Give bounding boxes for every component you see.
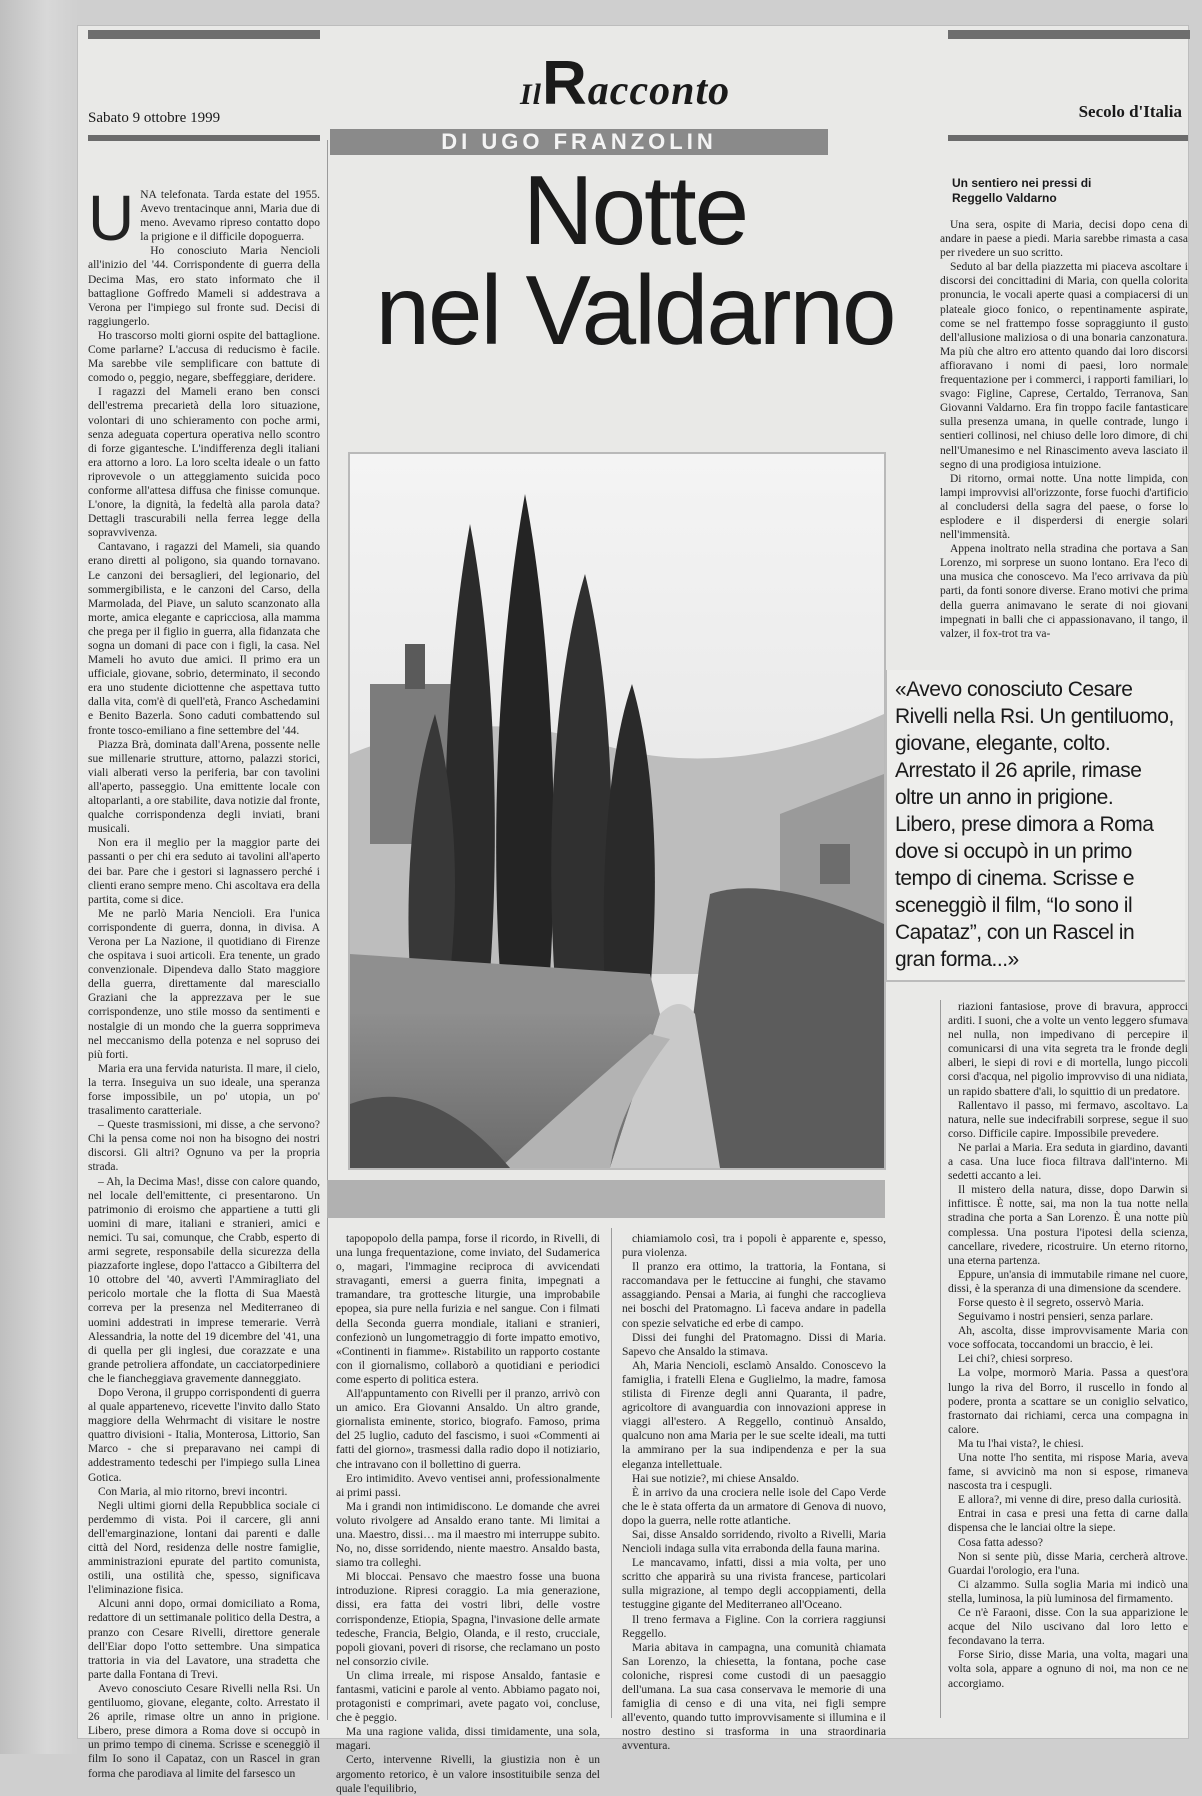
- paragraph: Forse questo è il segreto, osservò Maria.: [958, 1296, 1144, 1309]
- cypress-path-photo: [350, 454, 884, 1168]
- paragraph: Ah, ascolta, disse improvvisamente Maria con voce soffocata, toccandomi un braccio, è lei.: [948, 1325, 1188, 1352]
- paragraph: Cosa fatta adesso?: [958, 1536, 1043, 1549]
- article-column-2: [336, 1232, 600, 1795]
- paragraph: Ho trascorso molti giorni ospite del battaglione. Come parlarne? L'accusa di reducismo è facile. Ma sarebbe vile semplificare con battute di comodo o, peggio, negare, sbeffeggiare, deridere.: [88, 329, 320, 385]
- paragraph: Ero intimidito. Avevo ventisei anni, professionalmente ai primi passi.: [336, 1472, 600, 1499]
- paragraph: Negli ultimi giorni della Repubblica sociale ci perdemmo di vista. Poi il carcere, gli anni dell'emarginazione, lontani dai parenti e dalle città del Nord, residenza delle nostre famiglie, amministrazioni epurate del partito comunista, ostili, una ostilità che, spesso, significava l'eliminazione fisica.: [88, 1499, 320, 1597]
- paragraph: Rallentavo il passo, mi fermavo, ascoltavo. La natura, nelle sue indecifrabili sorprese, segue il suo corso. Difficile capire. Impossibile prevedere.: [948, 1099, 1188, 1140]
- paragraph: Ma tu l'hai vista?, le chiesi.: [958, 1437, 1084, 1450]
- drop-cap: U: [88, 182, 135, 254]
- paragraph: tapopopolo della pampa, forse il ricordo, in Rivelli, di una lunga frequentazione, come inviato, del Sudamerica o, magari, l'immagine reciproca di avvicendati stravaganti, emersi a guerra finita, impegnati a tramandare, tra grottesche liturgie, una improbabile epopea, sia pure nella furizia e nel sangue. Con i filmati della Seconda guerra mondiale, italiani e stranieri, confezionò un lungometraggio di forte impatto emotivo, «Continenti in fiamme». Ristabilito un rapporto costante con il giornalismo, collaborò a quotidiani e periodici come esperto di politica estera.: [336, 1233, 600, 1386]
- paragraph: riazioni fantasiose, prove di bravura, approcci arditi. I suoni, che a volte un vento leggero sfumava nel nulla, non impedivano di percepire il comunicarsi di una vita segreta tra le fronde degli alberi, le siepi di rovi e di mortella, lungo piccoli corsi d'acqua, nel pigolio improvviso di una nidiata, un rapido sbattere d'ali, lo squittio di un predatore.: [948, 1001, 1188, 1098]
- paragraph: Dissi dei funghi del Pratomagno. Dissi di Maria. Sapevo che Ansaldo la stimava.: [622, 1331, 886, 1358]
- paragraph: Maria abitava in campagna, una comunità chiamata San Lorenzo, la chiesetta, la fontana, poche case coloniche, rispresi come custodi di un paesaggio dell'umana. La sua casa conservava le memorie di una famiglia di censo e di una vita, nei figli sempre all'evento, quando tutto improvvisamente si illumina e il nostro destino si trasforma in una straordinaria avventura.: [622, 1641, 886, 1753]
- column-divider: [327, 140, 328, 1720]
- paragraph: Lei chi?, chiesi sorpreso.: [958, 1353, 1073, 1366]
- paragraph: Il treno fermava a Figline. Con la corriera raggiunsi Reggello.: [622, 1613, 886, 1640]
- paragraph: Seduto al bar della piazzetta mi piaceva ascoltare i discorsi dei concittadini di Maria, con quella colorita pronuncia, le vocali aperte quasi a compiacersi di un plateale gioco fonico, o repentinamente aspirate, come se nel frattempo fosse sopraggiunto il gusto dell'allusione maliziosa o di una bonaria canzonatura. Ma più che altro ero attento quando dai loro discorsi affioravano i nomi di paesi, loro normale frequentazione per i commerci, i rapporti familiari, lo svago: Figline, Caprese, Certaldo, Terranova, San Giovanni Valdarno. Era fin troppo facile fantasticare sulla presenza umana, in quelle contrade, lungo i sentieri collinosi, nel chiuso delle loro dimore, di chi nell'Umanesimo e nel Rinascimento aveva lasciato il segno di una prodigiosa intuizione.: [940, 261, 1188, 471]
- paragraph: Sai, disse Ansaldo sorridendo, rivolto a Rivelli, Maria Nencioli indaga sulla vita errabonda della fauna marina.: [622, 1528, 886, 1556]
- paragraph: Seguivamo i nostri pensieri, senza parlare.: [958, 1311, 1154, 1324]
- title-line-1: Notte: [522, 155, 748, 265]
- paragraph: Ma una ragione valida, dissi timidamente, una sola, magari.: [336, 1726, 600, 1753]
- section-title: [520, 48, 730, 119]
- paragraph: Ah, Maria Nencioli, esclamò Ansaldo. Conoscevo la famiglia, i fratelli Elena e Guglielmo, la madre, famosa stilista di Firenze degli anni Quaranta, il padre, agricoltore di avanguardia con innovazioni apprese in viaggi all'estero. A Reggello, continuò Ansaldo, qualcuno non ama Maria per le sue scelte ideali, ma tutti la ammirano per la sua indipendenza e per la sua eleganza intellettuale.: [622, 1359, 886, 1471]
- paragraph: Una sera, ospite di Maria, decisi dopo cena di andare in paese a piedi. Maria sarebbe rimasta a casa per rivedere un suo scritto.: [940, 219, 1188, 260]
- paragraph: Me ne parlò Maria Nencioli. Era l'unica corrispondente di guerra, donna, in divisa. A Verona per La Nazione, il quotidiano di Firenze che ospitava i suoi articoli. Era tenente, un grado convenzionale. Dipendeva dallo Stato maggiore della guerra, direttamente dal maresciallo Graziani che la apprezzava per le sue corrispondenze, uno stile mosso da sentimenti e nostalgie di un mondo che la guerra sopprimeva nel meccanismo della potenza e nel sopruso dei più forti.: [88, 907, 320, 1061]
- header-rule-right: [948, 135, 1188, 141]
- section-prefix: Il: [520, 78, 543, 111]
- photo-caption-band: [327, 1180, 885, 1218]
- paragraph: Ma i grandi non intimidiscono. Le domande che avrei voluto rivolgere ad Ansaldo erano tante. Mi limitai a una. Maestro, dissi… ma il maestro mi interruppe subito. No, no, disse sorridendo, niente maestro. Ansaldo basta, siamo tra colleghi.: [336, 1500, 600, 1570]
- paragraph: Appena inoltrato nella stradina che portava a San Lorenzo, mi sorprese un suono lontano. Era l'eco di una musica che conoscevo. Ma l'eco arrivava da più parti, da fonti sonore diverse. Erano motivi che prima della guerra animavano le serate di noi giovani impegnati in balli che ci appassionavano, il tango, il valzer, il fox-trot tra va-: [940, 543, 1188, 640]
- page-gutter: [0, 0, 78, 1754]
- paragraph: E allora?, mi venne di dire, preso dalla curiosità.: [958, 1494, 1182, 1507]
- header-rule-left: [88, 135, 320, 141]
- paragraph: Non era il meglio per la maggior parte dei passanti o per chi era seduto ai tavolini all'aperto dei bar. Pare che i gestori si lagnassero perché i clienti erano sempre meno. Chi ascoltava era della partita, come si dice.: [88, 837, 320, 906]
- paragraph: I ragazzi del Mameli erano ben consci dell'estrema precarietà della loro situazione, volontari di uno schieramento con poche armi, senza adeguata copertura operativa nello scontro di forze gigantesche. L'indifferenza degli italiani era attorno a loro. La loro scelta ideale o un fatto riprovevole o un atteggiamento suicida poco conforme all'attesa diffusa che finisse comunque. L'onore, la dignità, la fedeltà alla parola data? Dettagli trascurabili nella ferrea legge della sopravvivenza.: [88, 386, 320, 540]
- paragraph: Ci alzammo. Sulla soglia Maria mi indicò una stella, luminosa, la più luminosa del firmamento.: [948, 1578, 1188, 1605]
- section-initial: R: [542, 49, 588, 118]
- article-column-1: [88, 182, 320, 1780]
- paragraph: Entrai in casa e presi una fetta di carne dalla dispensa che le lanciai oltre la siepe.: [948, 1508, 1188, 1535]
- column-divider: [611, 1228, 612, 1718]
- paragraph: Le mancavamo, infatti, dissi a mia volta, per uno scritto che apparirà su una rivista francese, particolari sulla migrazione, al tempo degli accoppiamenti, della testuggine gigante del Mediterraneo all'Oceano.: [622, 1557, 886, 1612]
- paragraph: All'appuntamento con Rivelli per il pranzo, arrivò con un amico. Era Giovanni Ansaldo. Un altro grande, giornalista eminente, storico, biografo. Famoso, prima del 25 luglio, caduto del fascismo, i suoi «Commenti ai fatti del giorno», trasmessi dalla radio dopo il notiziario, che intravano con il bollettino di guerra.: [336, 1388, 600, 1471]
- paragraph: Hai sue notizie?, mi chiese Ansaldo.: [632, 1472, 800, 1485]
- paragraph: Di ritorno, ormai notte. Una notte limpida, con lampi improvvisi all'orizzonte, forse fuochi d'artificio al concludersi della sagra del paese, o forse lo esplodere e il disperdersi di energie solari nell'immensità.: [940, 472, 1188, 542]
- paragraph: Avevo conosciuto Cesare Rivelli nella Rsi. Un gentiluomo, giovane, elegante, colto. Arrestato il 26 aprile, rimase oltre un anno in prigione. Libero, prese dimora a Roma dove si occupò in un primo tempo di cinema. Scrisse e sceneggiò il film Io sono il Capataz, con un Rascel in gran forma che parodiava al limite del farsesco un: [88, 1682, 320, 1780]
- paragraph: Dopo Verona, il gruppo corrispondenti di guerra al quale appartenevo, ricevette l'invito dallo Stato maggiore della Wehrmacht di visitare le nostre quattro divisioni - Italia, Monterosa, Littorio, San Marco - che si preparavano nei campi di addestramento tedeschi per l'impiego sulla Linea Gotica.: [88, 1386, 320, 1484]
- paragraph: Con Maria, al mio ritorno, brevi incontri.: [98, 1485, 288, 1498]
- paragraph: Ce n'è Faraoni, disse. Con la sua apparizione le acque del Nilo uscivano dal loro letto e fecondavano la terra.: [948, 1607, 1188, 1648]
- paragraph: chiamiamolo così, tra i popoli è apparente e, spesso, pura violenza.: [622, 1233, 886, 1260]
- paragraph: Il pranzo era ottimo, la trattoria, la Fontana, si raccomandava per le fettuccine ai funghi, che stavamo assaggiando. Pensai a Maria, ai funghi che raccoglieva nei boschi del Pratomagno. Lì faceva andare in padella con spezie selvatiche ed erbe di campo.: [622, 1261, 886, 1330]
- paragraph: Non si sente più, disse Maria, cercherà altrove. Guardai l'orologio, era l'una.: [948, 1550, 1188, 1577]
- paragraph: – Queste trasmissioni, mi disse, a che servono? Chi la pensa come noi non ha bisogno dei nostri discorsi. Gli altri? Ognuno va per la propria strada.: [88, 1119, 320, 1174]
- top-rule-right: [948, 30, 1190, 39]
- paragraph: Piazza Brà, dominata dall'Arena, possente nelle sue millenarie strutture, attorno, palazzi storici, viali alberati verso la periferia, bar con tavolini all'aperto, passeggio. Una emittente locale con altoparlanti, a ore stabilite, dava notizie dal fronte, qualche corrispondenza degli inviati, brani musicali.: [88, 738, 320, 836]
- paragraph: La volpe, mormorò Maria. Passa a quest'ora lungo la riva del Borro, il ruscello in fondo al podere, pronta a scattare se un coniglio selvatico, frastornato dai richiami, cerca una compagna in calore.: [948, 1367, 1188, 1436]
- section-rest: acconto: [587, 68, 731, 114]
- article-column-4-bottom: [948, 1000, 1188, 1715]
- paragraph: Eppure, un'ansia di immutabile rimane nel cuore, dissi, è la speranza di una dimensione da scendere.: [948, 1268, 1188, 1295]
- top-rule-left: [88, 30, 320, 39]
- paragraph: Certo, intervenne Rivelli, la giustizia non è un argomento retorico, è un valore insostituibile senza del quale l'equilibrio,: [336, 1754, 600, 1795]
- paragraph: – Ah, la Decima Mas!, disse con calore quando, nel locale dell'emittente, ci presentarono. Un patrimonio di eroismo che appartiene a tutti gli uomini di mare, italiani e stranieri, amici e nemici. Tu sai, comunque, che Crabb, esperto di armi segrete, responsabile della sicurezza della piazzaforte inglese, dopo l'attacco a Gibilterra del 10 ottobre del '40, avvertì l'Ammiragliato del pericolo mortale che la flotta di Sua Maestà correva per la presenza nel Mediterraneo di uomini addestrati in imprese temerarie. Verrà Alessandria, la notte del 19 dicembre del '41, una di quella per gli inglesi, due corazzate e una grande petroliera affondate, un cacciatorpediniere che le fiancheggiava gravemente danneggiato.: [88, 1175, 320, 1385]
- paragraph: Ho conosciuto Maria Nencioli all'inizio del '44. Corrispondente di guerra della Decima Mas, ero stato informato che il battaglione Goffredo Mameli si addestrava a Verona per l'impiego sul fronte sud. Decisi di raggiungerlo.: [88, 245, 320, 328]
- paragraph: Forse Sirio, disse Maria, una volta, magari una volta sola, appare a ognuno di noi, ma non ce ne accorgiamo.: [948, 1649, 1188, 1690]
- paragraph: Mi bloccai. Pensavo che maestro fosse una buona introduzione. Ripresi coraggio. La mia generazione, dissi, era fatta dei vostri libri, delle vostre corrispondenze, Etiopia, Spagna, l'invasione delle armate tedesche, Francia, Belgio, Olanda, e il resto, crucciale, popoli giovani, poveri di risorse, che reclamano un posto nel consorzio civile.: [336, 1571, 600, 1668]
- article-column-3: [622, 1232, 886, 1753]
- byline: DI UGO FRANZOLIN: [330, 129, 828, 155]
- paragraph: È in arrivo da una crociera nelle isole del Capo Verde che le è stata offerta da un armatore di Genova di nuovo, dopo la guerra, nelle rotte atlantiche.: [622, 1486, 886, 1527]
- paragraph: NA telefonata. Tarda estate del 1955. Avevo trentacinque anni, Maria due di meno. Avevamo ripreso contatto dopo la prigione e il difficile dopoguerra.: [140, 189, 320, 244]
- paragraph: Cantavano, i ragazzi del Mameli, sia quando erano diretti al poligono, sia quando tornavano. Le canzoni dei bersaglieri, del legionario, del sommergibilista, e le canzoni del Carso, della Marmolada, del Piave, un saluto scanzonato alla morte, amica elegante e capricciosa, alla mamma che prega per il figlio in guerra, alla fidanzata che sogna un domani di pace con i figli, la casa. Nel Mameli ho avuto due amici. Il primo era un ufficiale, giovane, sobrio, determinato, il secondo era uno studente diciottenne che aspettava tutto dalla vita, com'è di quell'età, Franco Aschedamini e Benito Bazerla. Sono caduti combattendo sul fronte tosco-emiliano a fine settembre del '44.: [88, 541, 320, 737]
- issue-date: Sabato 9 ottobre 1999: [88, 110, 221, 126]
- paragraph: Ne parlai a Maria. Era seduta in giardino, davanti a casa. Una luce fioca filtrava dall'interno. Mi sedetti accanto a lei.: [948, 1141, 1188, 1183]
- article-column-4-top: [940, 218, 1188, 660]
- paragraph: Una notte l'ho sentita, mi rispose Maria, aveva fame, si avvicinò ma non si espose, rimaneva nascosta tra i cespugli.: [948, 1452, 1188, 1493]
- column-divider: [940, 1000, 941, 1718]
- paragraph: Il mistero della natura, disse, dopo Darwin si infittisce. È notte, sai, ma non la tua notte nella stradina che porta a San Lorenzo. È una notte più complessa. Una postura l'ipotesi della scienza, cancellare, rivedere, ricostruire. Un eterno ritorno, una eterna partenza.: [948, 1184, 1188, 1267]
- article-photo: [348, 452, 886, 1170]
- paragraph: Alcuni anni dopo, ormai domiciliato a Roma, redattore di un settimanale politico della Destra, a pranzo con Cesare Rivelli, direttore generale dell'Eiar dopo l'otto settembre. Una simpatica trattoria in via del Lavatore, una stradetta che parte dalla Fontana di Trevi.: [88, 1598, 320, 1681]
- newspaper-name: Secolo d'Italia: [1078, 102, 1182, 121]
- paragraph: Un clima irreale, mi rispose Ansaldo, fantasie e fantasmi, vaticini e parole al vento. Abbiamo pagato noi, protagonisti e comprimari, avete pagato voi, concluse, che è peggio.: [336, 1669, 600, 1725]
- title-line-2: nel Valdarno: [375, 255, 895, 365]
- photo-caption: Un sentiero nei pressi di Reggello Valdarno: [952, 176, 1092, 205]
- pull-quote: «Avevo conosciuto Cesare Rivelli nella Rsi. Un gentiluomo, giovane, elegante, colto. Arrestato il 26 aprile, rimase oltre un anno in prigione. Libero, prese dimora a Roma dove si occupò in un primo tempo di cinema. Scrisse e sceneggiò il film, “Io sono il Capataz”, con un Rascel in gran forma...»: [885, 670, 1185, 982]
- paragraph: Maria era una fervida naturista. Il mare, il cielo, la terra. Inseguiva un suo ideale, una speranza forse impossibile, un po' utopia, un po' trasalimento caratteriale.: [88, 1062, 320, 1118]
- article-title: [335, 155, 935, 365]
